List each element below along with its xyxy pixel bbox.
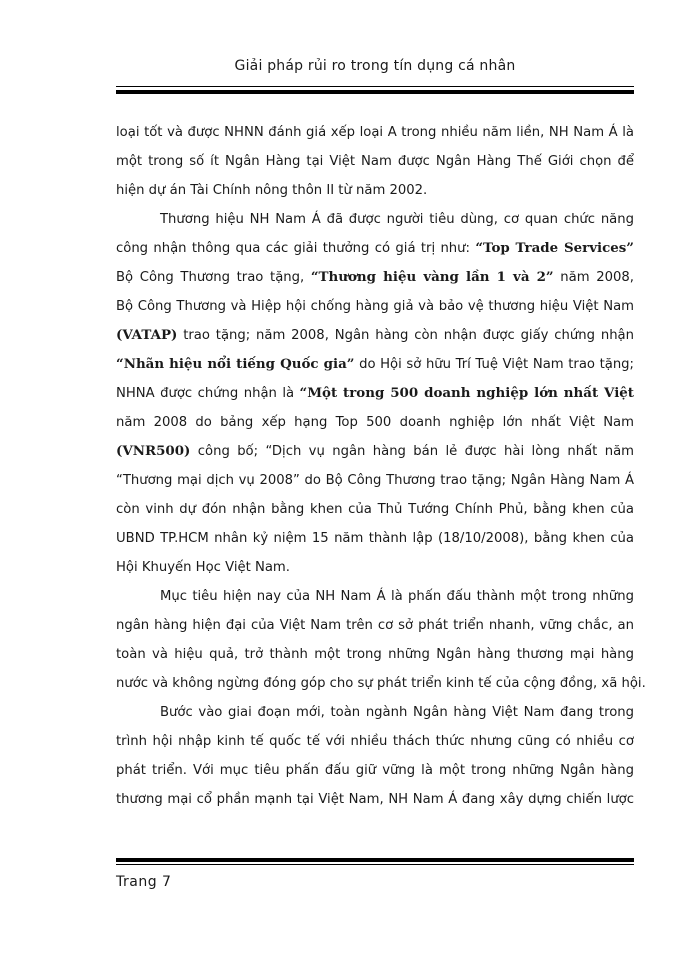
header-rule [116,86,634,94]
bold-award: “Một trong 500 doanh nghiệp lớn nhất Việt [299,385,634,401]
text-line: toàn và hiệu quả, trở thành một trong những Ngân hàng thương mại hàng [116,647,634,662]
footer-rule [116,858,634,865]
bold-award: “Nhãn hiệu nổi tiếng Quốc gia” [116,356,355,372]
text-line: loại tốt và được NHNN đánh giá xếp loại A trong nhiều năm liền, NH Nam Á là [116,125,634,140]
header-title: Giải pháp rủi ro trong tín dụng cá nhân [234,58,516,74]
text-line: trình hội nhập kinh tế quốc tế với nhiều thách thức nhưng cũng có nhiều cơ [116,734,634,749]
text-line: “Nhãn hiệu nổi tiếng Quốc gia” do Hội sở hữu Trí Tuệ Việt Nam trao tặng; [116,356,634,372]
document-body [116,118,646,814]
bold-org: (VNR500) [116,443,191,459]
bold-org: (VATAP) [116,327,178,343]
text-line: Mục tiêu hiện nay của NH Nam Á là phấn đấu thành một trong những [160,589,634,604]
text-line: UBND TP.HCM nhân kỷ niệm 15 năm thành lập (18/10/2008), bằng khen của [116,531,634,546]
text-line: ngân hàng hiện đại của Việt Nam trên cơ sở phát triển nhanh, vững chắc, an [116,618,634,633]
text-line: Bộ Công Thương và Hiệp hội chống hàng giả và bảo vệ thương hiệu Việt Nam [116,299,634,314]
bold-award: “Top Trade Services” [475,240,634,256]
text-line: (VNR500) công bố; “Dịch vụ ngân hàng bán lẻ được hài lòng nhất năm [116,443,634,459]
text-line: (VATAP) trao tặng; năm 2008, Ngân hàng còn nhận được giấy chứng nhận [116,327,634,343]
text-line: còn vinh dự đón nhận bằng khen của Thủ Tướng Chính Phủ, bằng khen của [116,502,634,517]
text-line: phát triển. Với mục tiêu phấn đấu giữ vững là một trong những Ngân hàng [116,763,634,778]
text-line: thương mại cổ phần mạnh tại Việt Nam, NH Nam Á đang xây dựng chiến lược [116,792,634,807]
text-line: Bộ Công Thương trao tặng, “Thương hiệu vàng lần 1 và 2” năm 2008, [116,269,634,285]
text-line: Thương hiệu NH Nam Á đã được người tiêu dùng, cơ quan chức năng [160,212,634,227]
text-line: một trong số ít Ngân Hàng tại Việt Nam được Ngân Hàng Thế Giới chọn để [116,154,634,169]
text-line: “Thương mại dịch vụ 2008” do Bộ Công Thương trao tặng; Ngân Hàng Nam Á [116,473,634,488]
text-line: công nhận thông qua các giải thưởng có giá trị như: “Top Trade Services” [116,240,634,256]
bold-award: “Thương hiệu vàng lần 1 và 2” [310,269,554,285]
page-number: Trang 7 [116,874,172,890]
text-line: hiện dự án Tài Chính nông thôn II từ năm 2002. [116,183,428,198]
text-line: nước và không ngừng đóng góp cho sự phát triển kinh tế của cộng đồng, xã hội. [116,676,646,691]
text-line: Bước vào giai đoạn mới, toàn ngành Ngân hàng Việt Nam đang trong [160,705,634,720]
text-line: NHNA được chứng nhận là “Một trong 500 doanh nghiệp lớn nhất Việt [116,379,634,408]
text-line: năm 2008 do bảng xếp hạng Top 500 doanh nghiệp lớn nhất Việt Nam [116,415,634,430]
text-line: Hội Khuyến Học Việt Nam. [116,560,290,575]
